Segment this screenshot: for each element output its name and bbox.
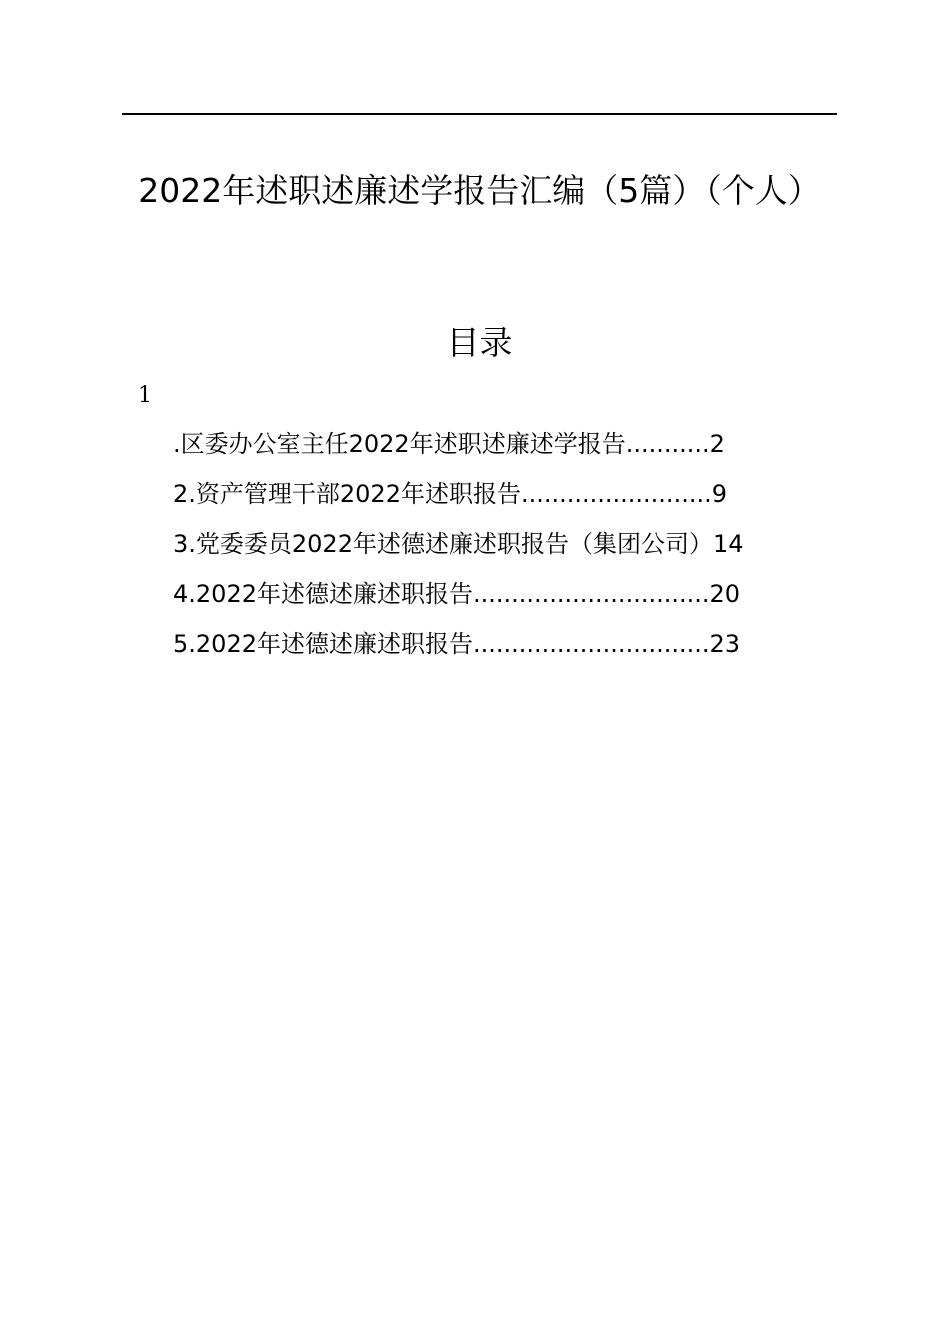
toc-heading: 目录 [446,323,513,362]
toc-leader-dots: ........... [625,430,710,458]
toc-page-number: 2 [709,430,725,458]
toc-page-number: 9 [711,480,727,508]
toc-leader-dots: ............................... [472,630,710,658]
toc-entry-label: 5.2022年述德述廉述职报告 [173,630,473,658]
toc-entry-2[interactable] [173,474,813,524]
toc-entry-label: 2.资产管理干部2022年述职报告 [173,480,521,508]
toc-entry-4[interactable] [173,574,813,624]
toc-list [173,424,813,674]
toc-page-number: 20 [709,580,741,608]
toc-page-number: 14 [712,530,744,558]
toc-entry-3[interactable] [173,524,813,574]
toc-leader-dots: ............................... [472,580,710,608]
header-rule [122,113,837,115]
toc-entry-label: 4.2022年述德述廉述职报告 [173,580,473,608]
toc-stray-number: 1 [138,383,152,408]
document-title: 2022年述职述廉述学报告汇编（5篇）（个人） [138,171,821,210]
toc-entry-label: 3.党委委员2022年述德述廉述职报告（集团公司） [173,530,713,558]
toc-entry-1[interactable] [173,424,813,474]
toc-entry-label: .区委办公室主任2022年述职述廉述学报告 [173,430,626,458]
toc-entry-5[interactable] [173,624,813,674]
toc-leader-dots: ......................... [520,480,712,508]
toc-page-number: 23 [709,630,741,658]
